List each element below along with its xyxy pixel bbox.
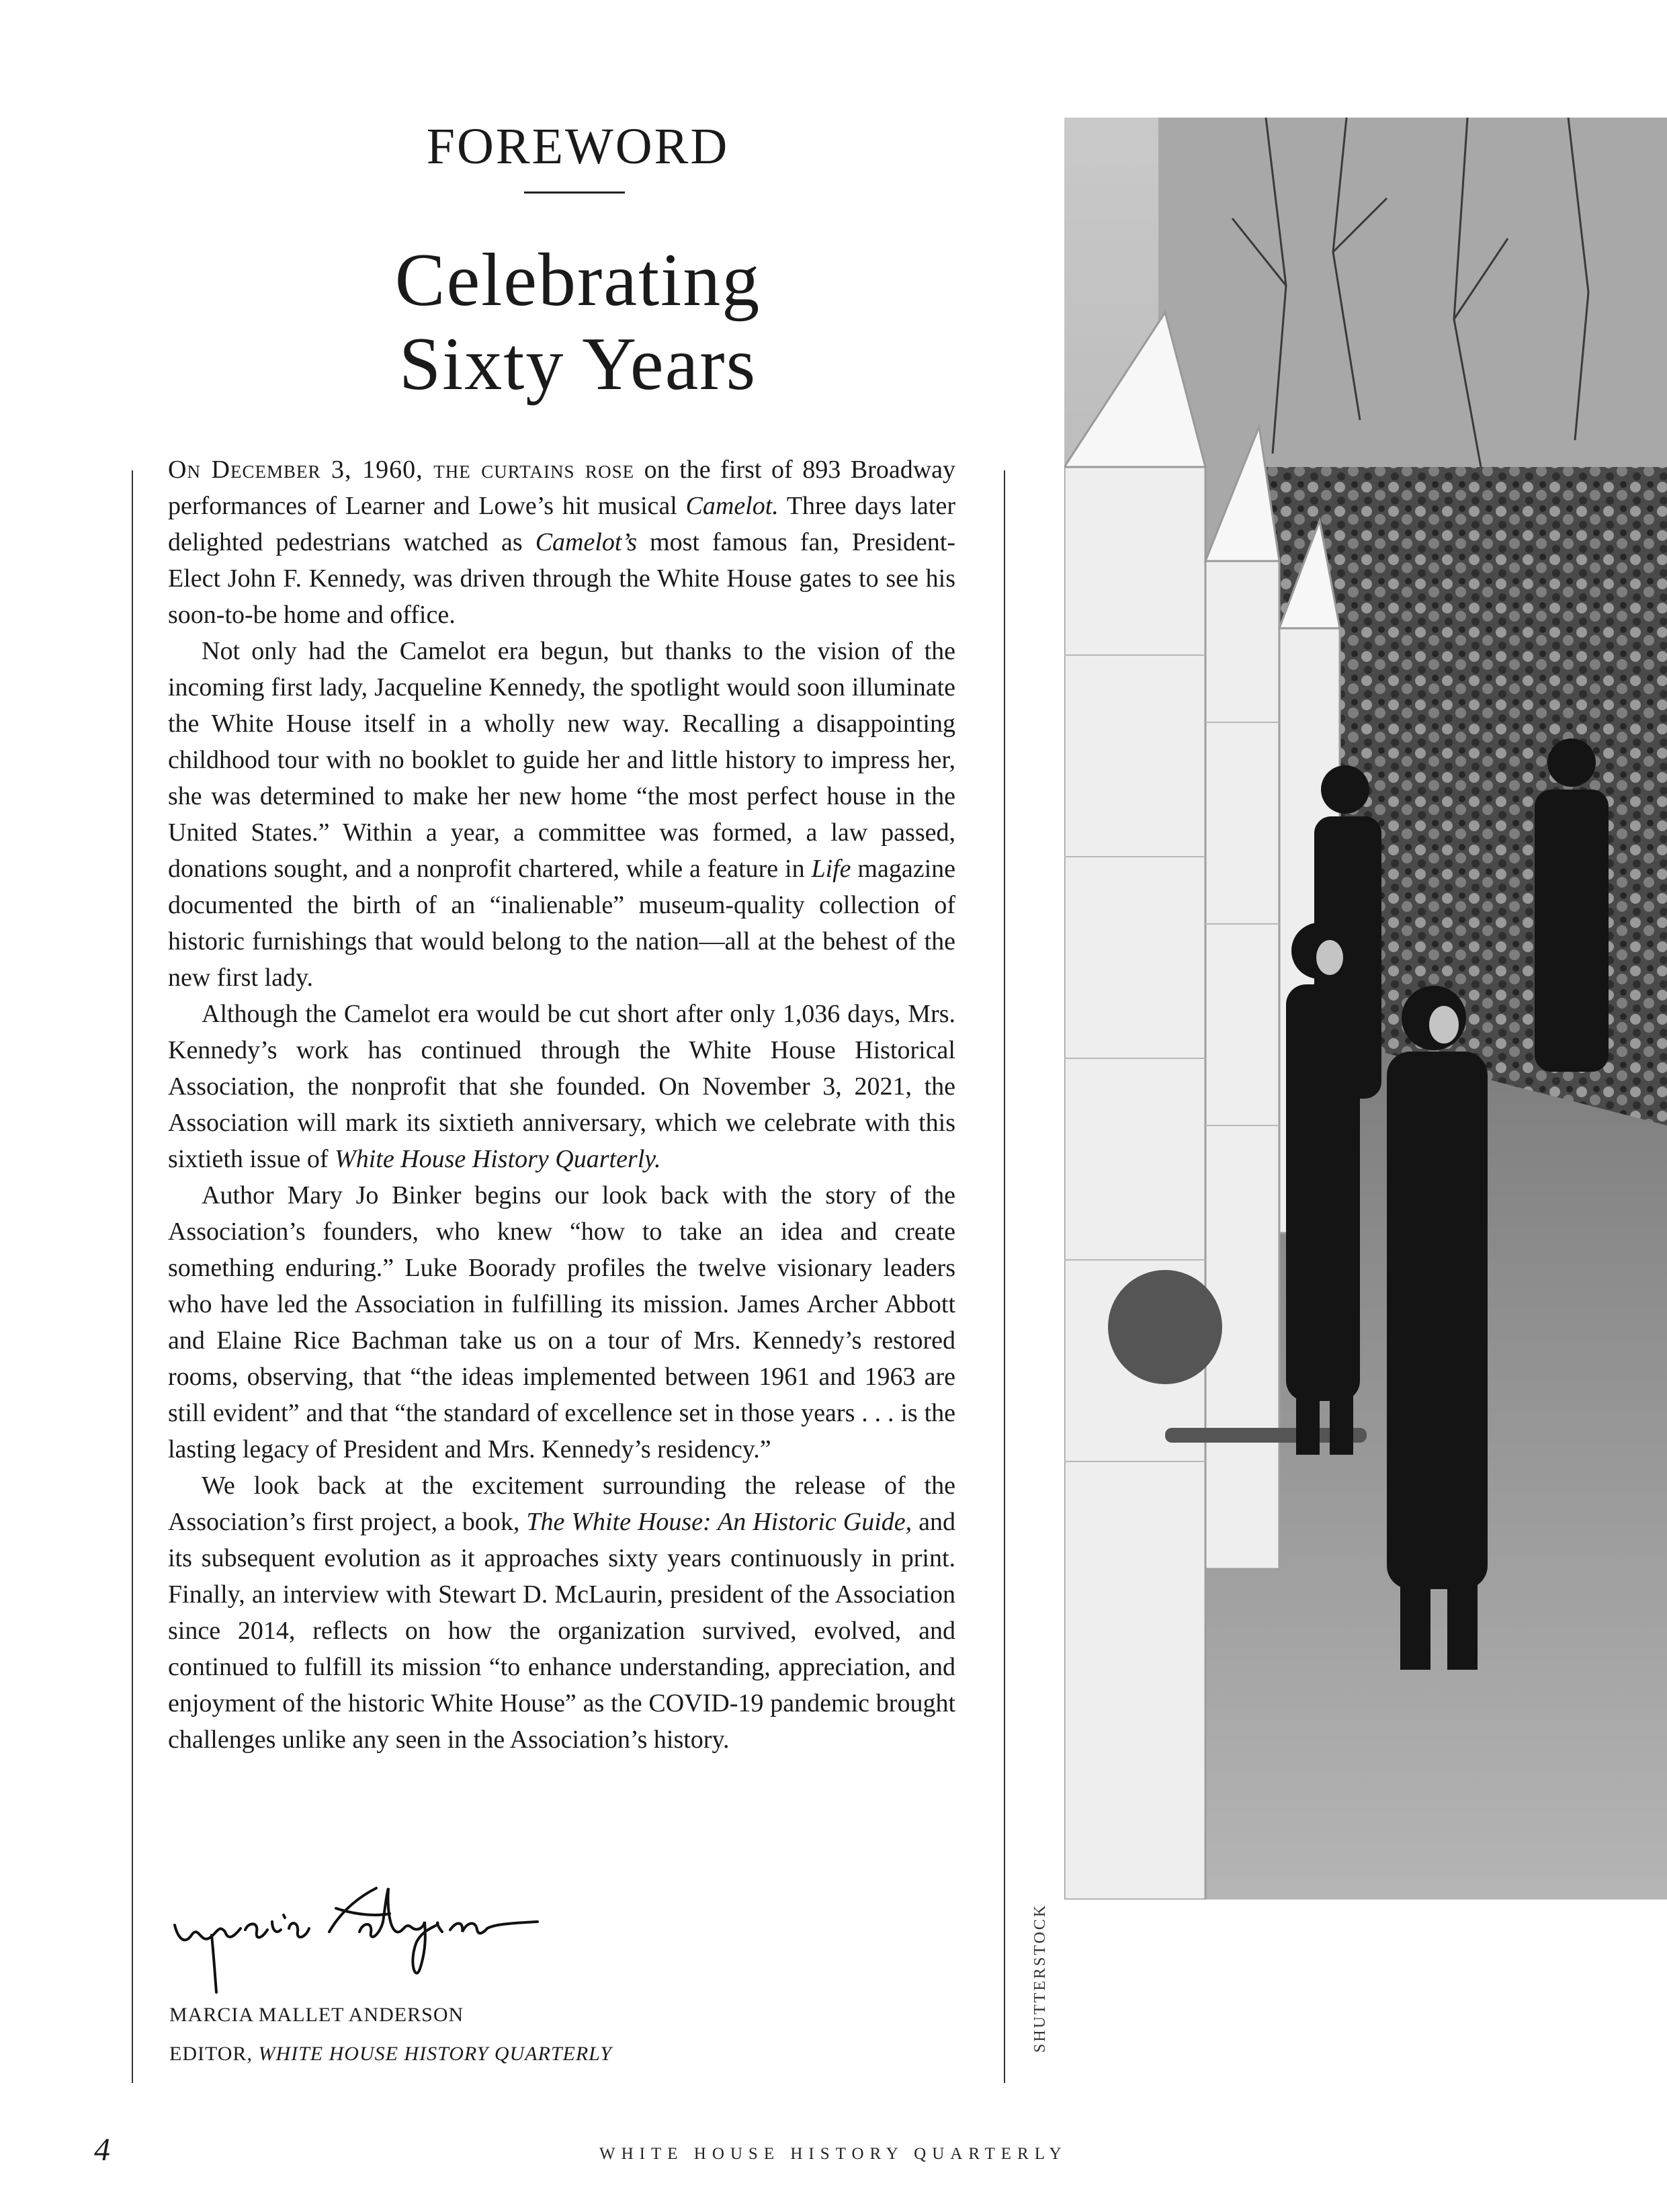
paragraph-1 bbox=[168, 452, 955, 633]
p1-text-a: on the first of 893 Broadway performances of Learner and Lowe’s hit musical bbox=[168, 456, 955, 520]
page-number: 4 bbox=[94, 2132, 110, 2168]
article-title bbox=[289, 239, 867, 407]
paragraph-4: Author Mary Jo Binker begins our look back with the story of the Association’s founders, who knew “how to take an idea and create something enduring.” Luke Boorady profiles the twelve visionary leaders who have led the Association in fulfilling its mission. James Archer Abbott and Elaine Rice Bachman take us on a tour of Mrs. Kennedy’s restored rooms, observing, that “the ideas implemented between 1961 and 1963 are still evident” and that “the standard of excellence set in those years . . . is the lasting legacy of President and Mrs. Kennedy’s residency.” bbox=[168, 1181, 955, 1463]
handwritten-signature bbox=[161, 1868, 564, 1996]
p3-italic-publication: White House History Quarterly. bbox=[335, 1145, 661, 1173]
p1-italic-camelot: Camelot. bbox=[685, 492, 779, 520]
p1-text-c: Three days later delighted pedestrians watched as bbox=[168, 492, 955, 556]
photo-credit: SHUTTERSTOCK bbox=[1031, 1903, 1049, 2053]
p5-text-c: and its subsequent evolution as it approaches sixty years continuously in print. Finally, an interview with Stewart D. McLaurin, president of the Association since 2014, reflects on how the organization survived, evolved, and continued to fulfill its mission “to enhance understanding, appreciation, and enjoyment of the historic White House” as the COVID-19 pandemic brought challenges unlike any seen in the Association’s history. bbox=[168, 1508, 955, 1754]
author-name: MARCIA MALLET ANDERSON bbox=[169, 2004, 464, 2026]
historic-photo bbox=[1064, 118, 1667, 1900]
paragraph-5 bbox=[168, 1467, 955, 1758]
title-line-2: Sixty Years bbox=[398, 323, 757, 406]
p1-italic-camelots: Camelot’s bbox=[535, 528, 638, 556]
section-kicker: FOREWORD bbox=[426, 118, 730, 175]
article-body bbox=[168, 452, 955, 1758]
author-title bbox=[169, 2043, 612, 2066]
p1-text-e: most famous fan, President-Elect John F. Kennedy, was driven through the White House gates to see his soon-to-be home and office. bbox=[168, 528, 955, 629]
p5-italic-book: The White House: An Historic Guide, bbox=[526, 1508, 912, 1536]
paragraph-2 bbox=[168, 633, 955, 996]
title-line-1: Celebrating bbox=[394, 239, 761, 322]
running-footer: WHITE HOUSE HISTORY QUARTERLY bbox=[599, 2145, 1068, 2163]
p2-italic-life: Life bbox=[811, 855, 851, 883]
kicker-divider bbox=[524, 192, 625, 194]
author-title-prefix: EDITOR, bbox=[169, 2043, 259, 2065]
right-column-rule bbox=[1004, 470, 1005, 2083]
paragraph-3 bbox=[168, 996, 955, 1177]
left-column-rule bbox=[132, 470, 133, 2083]
author-title-publication: WHITE HOUSE HISTORY QUARTERLY bbox=[258, 2043, 612, 2065]
p2-text-a: Not only had the Camelot era begun, but thanks to the vision of the incoming first lady, Jacqueline Kennedy, the spotlight would soon illuminate the White House itself in a wholly new way. Recalling a disappointing childhood tour with no booklet to guide her and little history to impress her, she was determined to make her new home “the most perfect house in the United States.” Within a year, a committee was formed, a law passed, donations sought, and a nonprofit chartered, while a feature in bbox=[168, 637, 955, 883]
photo-illustration bbox=[1064, 118, 1667, 1900]
p3-text-a: Although the Camelot era would be cut short after only 1,036 days, Mrs. Kennedy’s work has continued through the White House Historical Association, the nonprofit that she founded. On November 3, 2021, the Association will mark its sixtieth anniversary, which we celebrate with this sixtieth issue of bbox=[168, 1000, 955, 1173]
p2-text-c: magazine documented the birth of an “inalienable” museum-quality collection of historic furnishings that would belong to the nation—all at the behest of the new first lady. bbox=[168, 855, 955, 992]
p5-text-a: We look back at the excitement surrounding the release of the Association’s first project, a book, bbox=[168, 1472, 955, 1536]
lead-in: On December 3, 1960, the curtains rose bbox=[168, 456, 635, 484]
